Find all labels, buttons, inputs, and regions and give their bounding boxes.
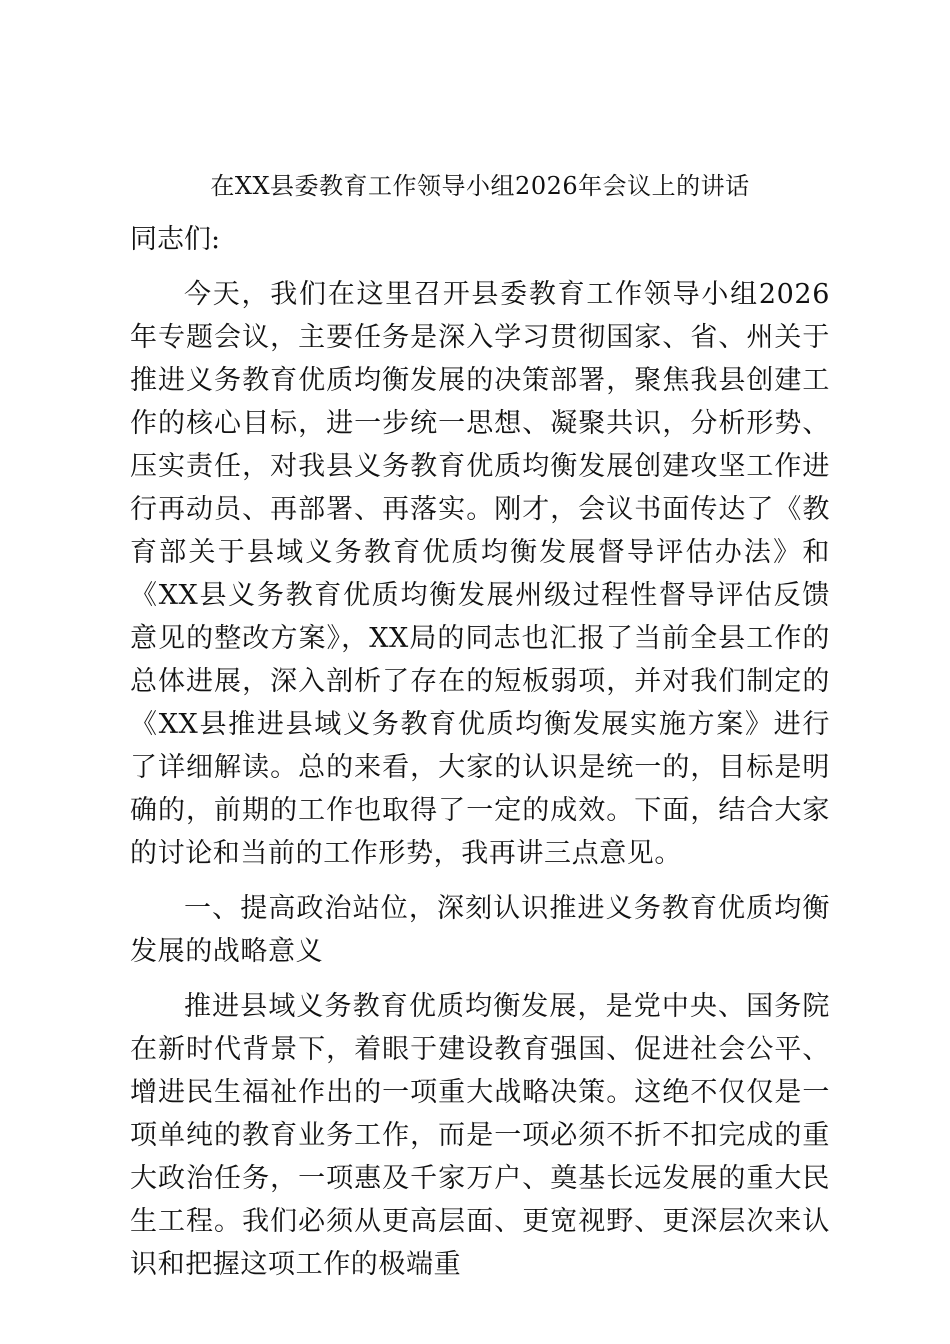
paragraph-intro: 今天，我们在这里召开县委教育工作领导小组2026年专题会议，主要任务是深入学习贯彻国家、省、州关于推进义务教育优质均衡发展的决策部署，聚焦我县创建工作的核心目标，进一步统一思想、凝聚共识，分析形势、压实责任，对我县义务教育优质均衡发展创建攻坚工作进行再动员、再部署、再落实。刚才，会议书面传达了《教育部关于县域义务教育优质均衡发展督导评估办法》和《XX县义务教育优质均衡发展州级过程性督导评估反馈意见的整改方案》，XX局的同志也汇报了当前全县工作的总体进展，深入剖析了存在的短板弱项，并对我们制定的《XX县推进县域义务教育优质均衡发展实施方案》进行了详细解读。总的来看，大家的认识是统一的，目标是明确的，前期的工作也取得了一定的成效。下面，结合大家的讨论和当前的工作形势，我再讲三点意见。 <box>130 279 830 869</box>
document-title: 在XX县委教育工作领导小组2026年会议上的讲话 <box>210 172 750 200</box>
paragraph-section-1: 推进县域义务教育优质均衡发展，是党中央、国务院在新时代背景下，着眼于建设教育强国、促进社会公平、增进民生福祉作出的一项重大战略决策。这绝不仅仅是一项单纯的教育业务工作，而是一项必须不折不扣完成的重大政治任务，一项惠及千家万户、奠基长远发展的重大民生工程。我们必须从更高层面、更宽视野、更深层次来认识和把握这项工作的极端重 <box>130 991 830 1280</box>
document-page <box>130 166 830 1298</box>
section-heading-1: 一、提高政治站位，深刻认识推进义务教育优质均衡发展的战略意义 <box>130 893 830 967</box>
salutation: 同志们: <box>130 224 221 255</box>
